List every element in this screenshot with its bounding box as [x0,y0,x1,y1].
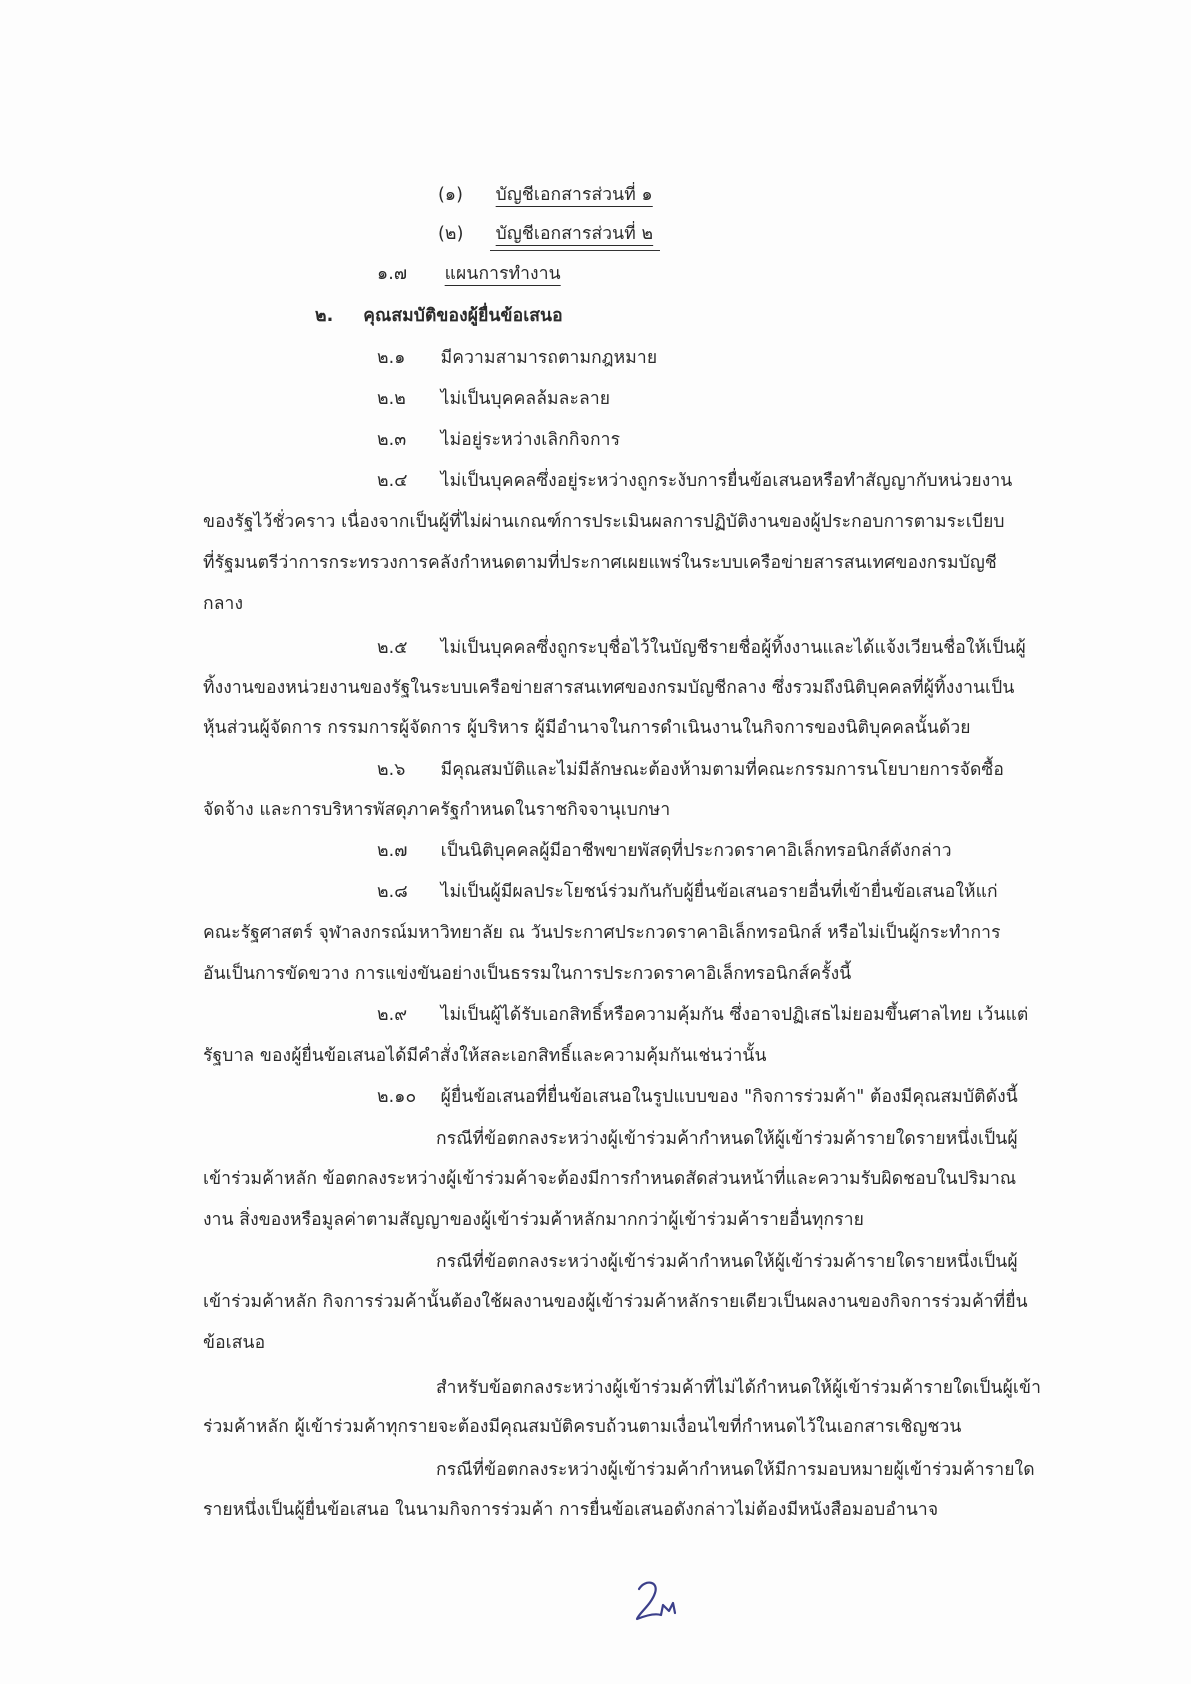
underline-rule [490,250,660,251]
item-text: บัญชีเอกสารส่วนที่ ๑ [495,185,653,205]
item-text: ไม่เป็นบุคคลซึ่งอยู่ระหว่างถูกระงับการยื่นข้อเสนอหรือทำสัญญากับหน่วยงาน [440,471,1013,491]
paragraph-line: ร่วมค้าหลัก ผู้เข้าร่วมค้าทุกรายจะต้องมีคุณสมบัติครบถ้วนตามเงื่อนไขที่กำหนดไว้ในเอกสารเชิญชวน [203,1417,962,1437]
item-number: ๒.๓ [377,430,407,450]
item-number: ๒.๑๐ [377,1087,417,1107]
item-number: ๒.๑ [377,348,406,368]
paragraph-line: งาน สิ่งของหรือมูลค่าตามสัญญาของผู้เข้าร่วมค้าหลักมากกว่าผู้เข้าร่วมค้ารายอื่นทุกราย [203,1210,865,1230]
section-heading [315,304,563,328]
item-number: ๒.๘ [377,882,408,902]
handwritten-initial-signature [625,1575,685,1625]
section-number: ๒. [315,306,334,326]
item-text: มีความสามารถตามกฎหมาย [440,348,658,368]
paragraph-line: กรณีที่ข้อตกลงระหว่างผู้เข้าร่วมค้ากำหนดให้ผู้เข้าร่วมค้ารายใดรายหนึ่งเป็นผู้ [436,1252,1018,1272]
paragraph-line: อันเป็นการขัดขวาง การแข่งขันอย่างเป็นธรรมในการประกวดราคาอิเล็กทรอนิกส์ครั้งนี้ [203,964,852,984]
item-text: ไม่อยู่ระหว่างเลิกกิจการ [440,430,621,450]
list-item [377,1003,1028,1027]
item-text: ไม่เป็นบุคคลล้มละลาย [440,389,611,409]
paragraph-line: ของรัฐไว้ชั่วคราว เนื่องจากเป็นผู้ที่ไม่ผ่านเกณฑ์การประเมินผลการปฏิบัติงานของผู้ประกอบการตามระเบียบ [203,512,1005,532]
item-text: เป็นนิติบุคคลผู้มีอาชีพขายพัสดุที่ประกวดราคาอิเล็กทรอนิกส์ดังกล่าว [440,841,952,861]
paragraph-line: กรณีที่ข้อตกลงระหว่างผู้เข้าร่วมค้ากำหนดให้ผู้เข้าร่วมค้ารายใดรายหนึ่งเป็นผู้ [436,1129,1018,1149]
list-item [377,636,1026,660]
item-number: ๒.๒ [377,389,406,409]
item-text: มีคุณสมบัติและไม่มีลักษณะต้องห้ามตามที่คณะกรรมการนโยบายการจัดซื้อ [440,760,1005,780]
item-text: ไม่เป็นผู้มีผลประโยชน์ร่วมกันกับผู้ยื่นข้อเสนอรายอื่นที่เข้ายื่นข้อเสนอให้แก่ [440,882,998,902]
list-item [377,346,657,370]
list-item [377,387,610,411]
paragraph-line: สำหรับข้อตกลงระหว่างผู้เข้าร่วมค้าที่ไม่ได้กำหนดให้ผู้เข้าร่วมค้ารายใดเป็นผู้เข้า [436,1378,1041,1398]
paragraph-line: กรณีที่ข้อตกลงระหว่างผู้เข้าร่วมค้ากำหนดให้มีการมอบหมายผู้เข้าร่วมค้ารายใด [436,1460,1035,1480]
paragraph-line: หุ้นส่วนผู้จัดการ กรรมการผู้จัดการ ผู้บริหาร ผู้มีอำนาจในการดำเนินงานในกิจการของนิติบุคคลนั้นด้วย [203,718,971,738]
paragraph-line: รัฐบาล ของผู้ยื่นข้อเสนอได้มีคำสั่งให้สละเอกสิทธิ์และความคุ้มกันเช่นว่านั้น [203,1046,767,1066]
list-item [438,222,653,246]
paragraph-line: ที่รัฐมนตรีว่าการกระทรวงการคลังกำหนดตามที่ประกาศเผยแพร่ในระบบเครือข่ายสารสนเทศของกรมบัญชี [203,553,997,573]
item-number: ๒.๗ [377,841,408,861]
paragraph-line: รายหนึ่งเป็นผู้ยื่นข้อเสนอ ในนามกิจการร่วมค้า การยื่นข้อเสนอดังกล่าวไม่ต้องมีหนังสือมอบอำนาจ [203,1500,939,1520]
list-item [377,839,952,863]
item-number: ๒.๕ [377,638,408,658]
item-number: (๒) [438,224,464,244]
list-item [377,758,1004,782]
list-item [438,183,653,207]
section-title: คุณสมบัติของผู้ยื่นข้อเสนอ [363,306,563,326]
item-text: ไม่เป็นบุคคลซึ่งถูกระบุชื่อไว้ในบัญชีรายชื่อผู้ทิ้งงานและได้แจ้งเวียนชื่อให้เป็นผู้ [440,638,1026,658]
item-number: ๒.๔ [377,471,408,491]
list-item [377,428,620,452]
list-item [377,880,998,904]
item-text: ผู้ยื่นข้อเสนอที่ยื่นข้อเสนอในรูปแบบของ "กิจการร่วมค้า" ต้องมีคุณสมบัติดังนี้ [440,1087,1018,1107]
item-text: บัญชีเอกสารส่วนที่ ๒ [495,224,654,244]
list-item [377,1085,1018,1109]
item-text: แผนการทำงาน [444,264,561,284]
paragraph-line: จัดจ้าง และการบริหารพัสดุภาครัฐกำหนดในราชกิจจานุเบกษา [203,800,671,820]
list-item [377,262,561,286]
paragraph-line: เข้าร่วมค้าหลัก ข้อตกลงระหว่างผู้เข้าร่วมค้าจะต้องมีการกำหนดสัดส่วนหน้าที่และความรับผิดชอบในปริมาณ [203,1169,1017,1189]
item-number: ๒.๙ [377,1005,408,1025]
paragraph-line: คณะรัฐศาสตร์ จุฬาลงกรณ์มหาวิทยาลัย ณ วันประกาศประกวดราคาอิเล็กทรอนิกส์ หรือไม่เป็นผู้กระทำการ [203,923,1001,943]
paragraph-line: เข้าร่วมค้าหลัก กิจการร่วมค้านั้นต้องใช้ผลงานของผู้เข้าร่วมค้าหลักรายเดียวเป็นผลงานของกิจการร่วมค้าที่ยื่น [203,1292,1028,1312]
list-item [377,469,1012,493]
item-text: ไม่เป็นผู้ได้รับเอกสิทธิ์หรือความคุ้มกัน ซึ่งอาจปฏิเสธไม่ยอมขึ้นศาลไทย เว้นแต่ [440,1005,1029,1025]
item-number: (๑) [438,185,464,205]
paragraph-line: ข้อเสนอ [203,1333,266,1353]
paragraph-line: ทิ้งงานของหน่วยงานของรัฐในระบบเครือข่ายสารสนเทศของกรมบัญชีกลาง ซึ่งรวมถึงนิติบุคคลที่ผู้ทิ้งงานเป็น [203,678,1015,698]
item-number: ๒.๖ [377,760,406,780]
item-number: ๑.๗ [377,264,408,284]
paragraph-line: กลาง [203,594,244,614]
